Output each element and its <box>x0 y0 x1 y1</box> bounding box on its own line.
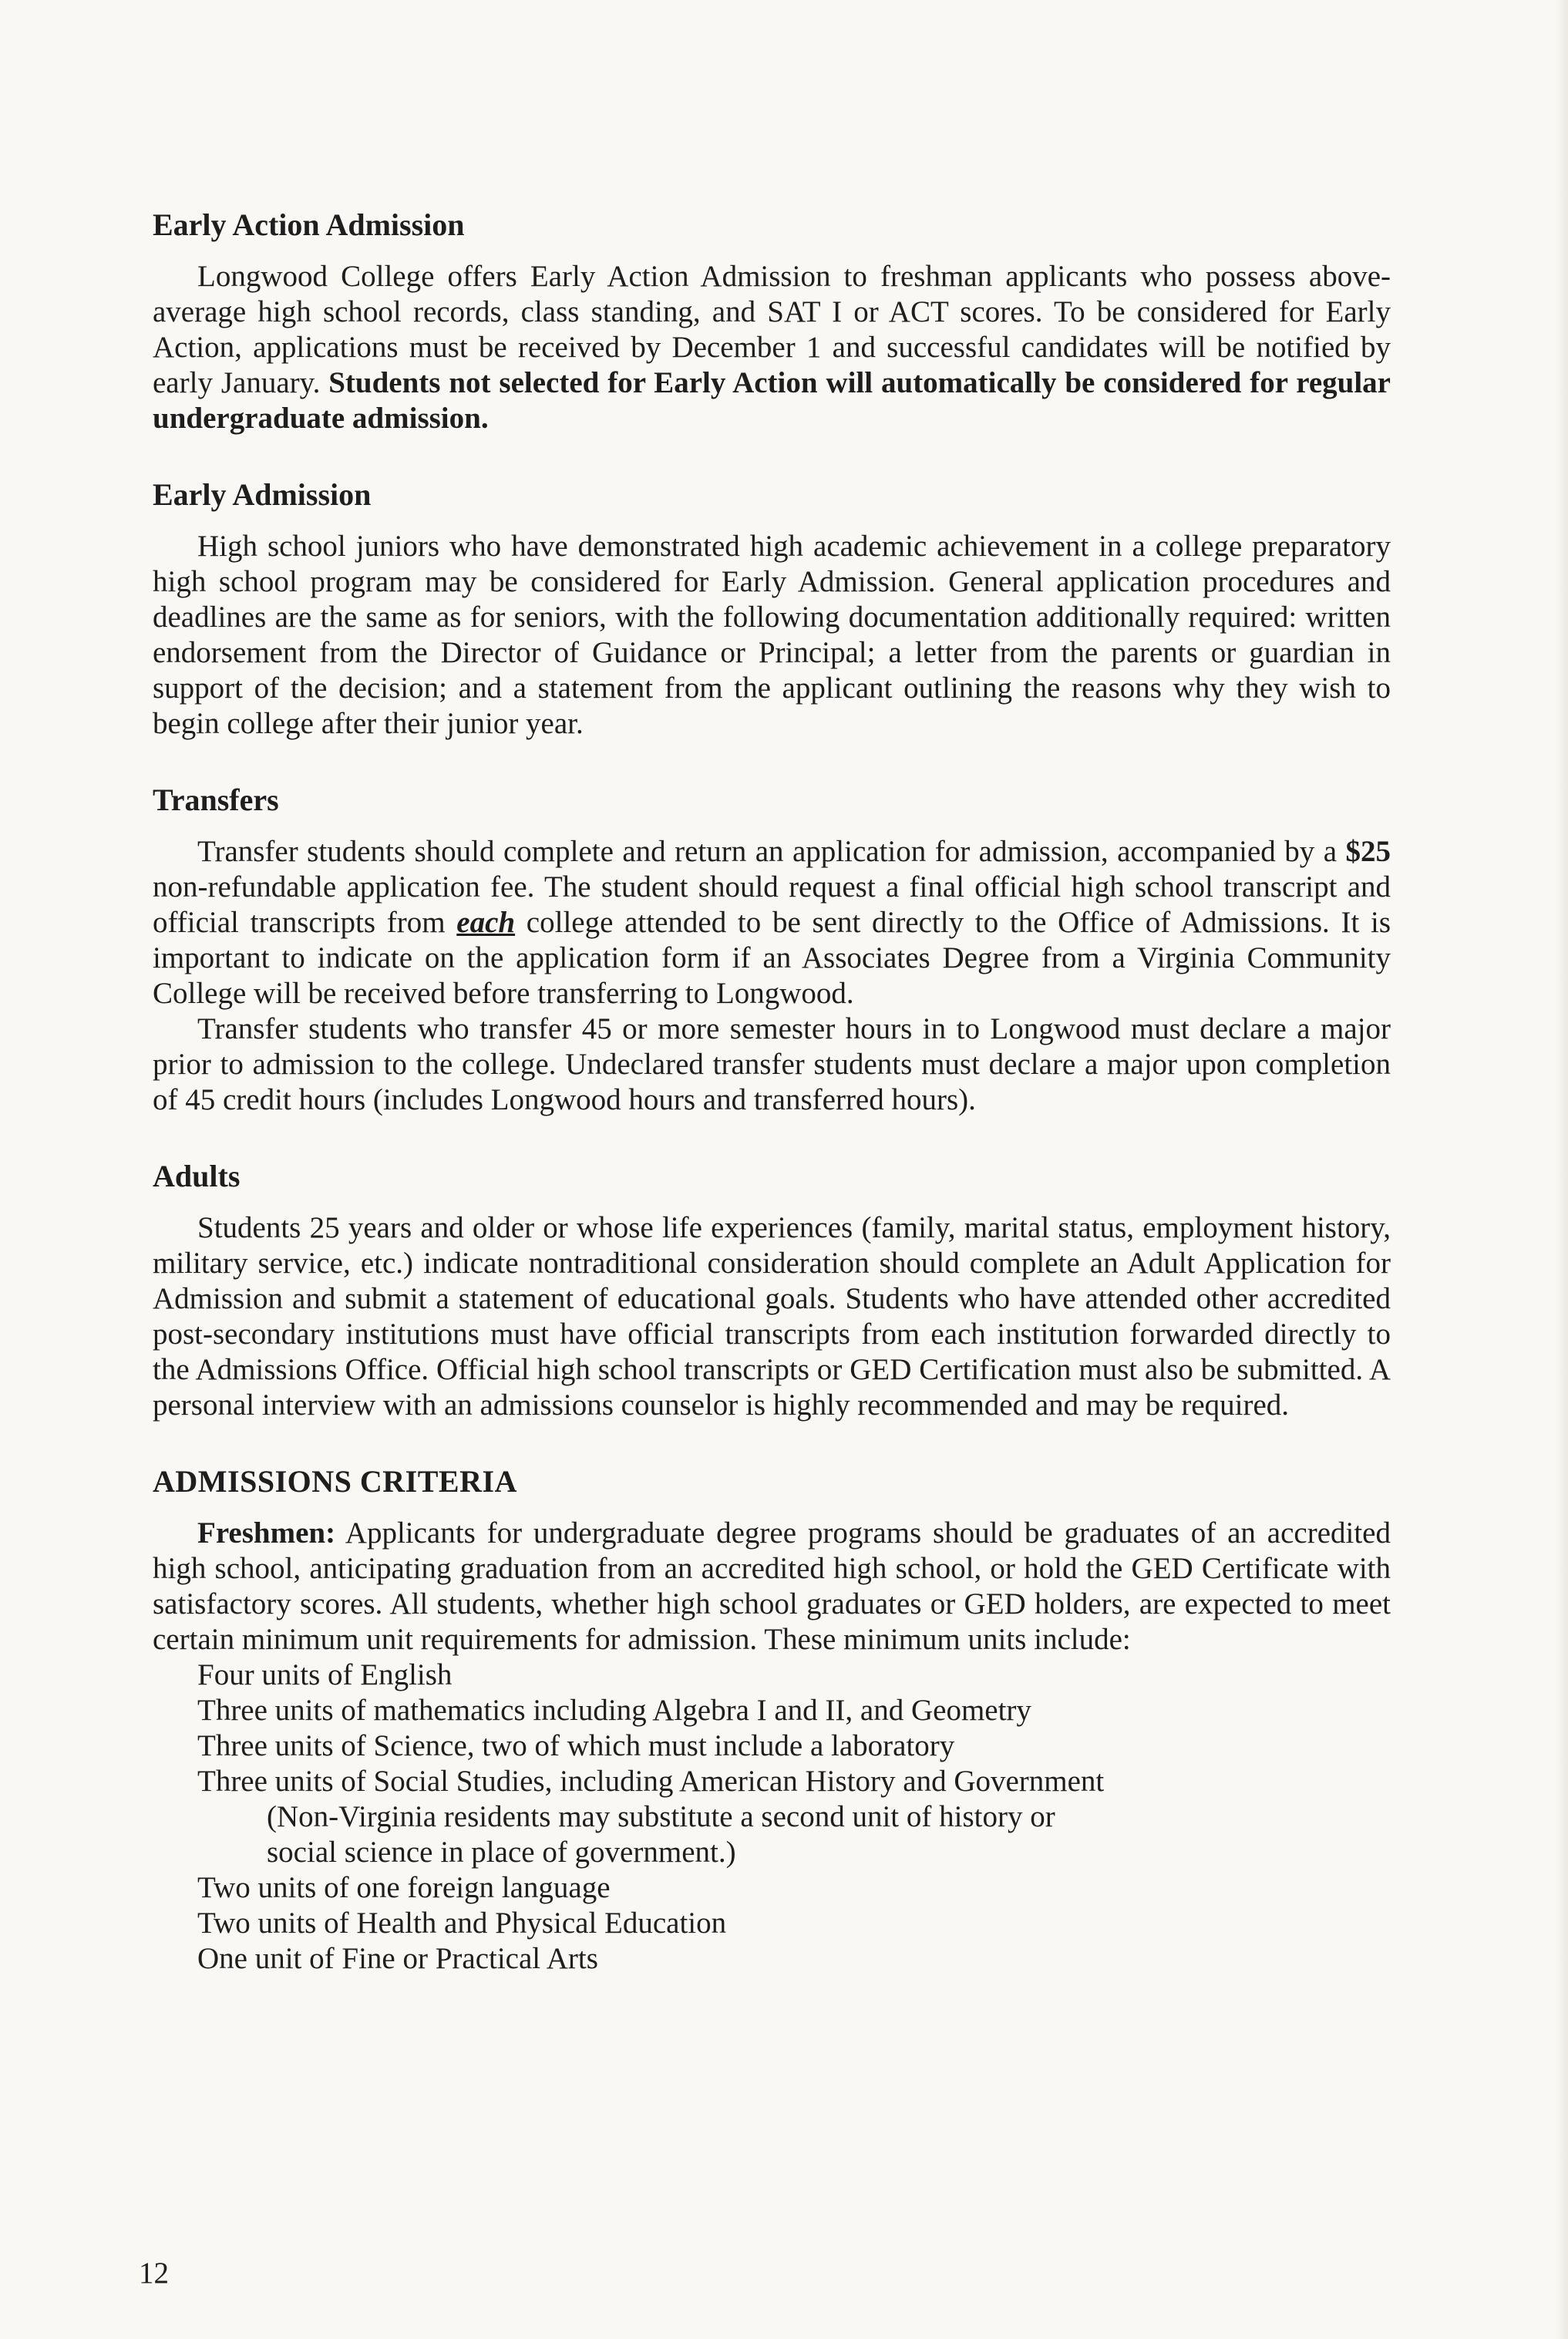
list-item-social-studies <box>153 1764 1391 1870</box>
heading-early-action: Early Action Admission <box>153 207 465 242</box>
list-item: One unit of Fine or Practical Arts <box>197 1942 598 1975</box>
list-item: Three units of Science, two of which must include a laboratory <box>197 1729 955 1762</box>
freshmen-paragraph <box>153 1516 1391 1657</box>
transfers-text-a: Transfer students should complete and return an application for admission, accompanied by a <box>197 835 1346 868</box>
social-studies-note-line-1: (Non-Virginia residents may substitute a second unit of history or <box>267 1800 1055 1833</box>
transfers-text-b: non-refundable application fee. The student should request a final official high school transcript and official transcripts from <box>153 870 1391 939</box>
minimum-units-list <box>153 1657 1391 1977</box>
heading-transfers: Transfers <box>153 782 279 817</box>
transfers-paragraph-1 <box>153 834 1391 1011</box>
early-action-bold-note: Students not selected for Early Action will automatically be considered for regular undergraduate admission. <box>153 366 1391 435</box>
section-early-action <box>153 207 1391 436</box>
freshmen-text: Applicants for undergraduate degree programs should be graduates of an accredited high school, anticipating graduation from an accredited high school, or hold the GED Certificate with satisfactory scores. All students, whether high school graduates or GED holders, are expected to meet certain minimum unit requirements for admission. These minimum units include: <box>153 1516 1391 1656</box>
early-admission-paragraph: High school juniors who have demonstrated high academic achievement in a college preparatory high school program may be considered for Early Admission. General application procedures and deadlines are the same as for seniors, with the following documentation additionally required: written endorsement from the Director of Guidance or Principal; a letter from the parents or guardian in support of the decision; and a statement from the applicant outlining the reasons why they wish to begin college after their junior year. <box>153 530 1391 740</box>
list-item: Four units of English <box>197 1658 453 1691</box>
transfers-each-emphasis: each <box>456 906 516 939</box>
adults-paragraph: Students 25 years and older or whose life experiences (family, marital status, employment history, military service, etc.) indicate nontraditional consideration should complete an Adult Application for Admission and submit a statement of educational goals. Students who have attended other accredited post-secondary institutions must have official transcripts from each institution forwarded directly to the Admissions Office. Official high school transcripts or GED Certification must also be submitted. A personal interview with an admissions counselor is highly recommended and may be required. <box>153 1211 1391 1422</box>
list-item: Three units of mathematics including Algebra I and II, and Geometry <box>197 1694 1031 1727</box>
freshmen-label: Freshmen: <box>197 1516 336 1550</box>
social-studies-text: Three units of Social Studies, including American History and Government <box>197 1765 1105 1798</box>
early-action-text: Longwood College offers Early Action Admission to freshman applicants who possess above-average high school records, class standing, and SAT I or ACT scores. To be considered for Early Action, applications must be received by December 1 and successful candidates will be notified by early January. <box>153 260 1391 399</box>
section-admissions-criteria <box>153 1463 1391 1977</box>
transfers-paragraph-2: Transfer students who transfer 45 or more semester hours in to Longwood must declare a major prior to admission to the college. Undeclared transfer students must declare a major upon completion of 45 credit hours (includes Longwood hours and transferred hours). <box>153 1012 1391 1116</box>
transfers-fee: $25 <box>1345 835 1391 868</box>
early-action-paragraph <box>153 259 1391 436</box>
document-body <box>153 207 1391 2017</box>
section-transfers <box>153 782 1391 1118</box>
section-adults <box>153 1158 1391 1423</box>
list-item: Two units of Health and Physical Education <box>197 1907 727 1940</box>
section-early-admission <box>153 476 1391 742</box>
transfers-text-c: college attended to be sent directly to the Office of Admissions. It is important to indicate on the application form if an Associates Degree from a Virginia Community College will be received before transferring to Longwood. <box>153 906 1391 1010</box>
list-item: Two units of one foreign language <box>197 1871 611 1904</box>
social-studies-note-line-2: social science in place of government.) <box>267 1836 736 1869</box>
heading-adults: Adults <box>153 1159 241 1193</box>
heading-admissions-criteria: ADMISSIONS CRITERIA <box>153 1464 517 1499</box>
page-number: 12 <box>139 2257 169 2290</box>
heading-early-admission: Early Admission <box>153 477 372 512</box>
page-edge-shadow <box>1556 0 1568 2339</box>
